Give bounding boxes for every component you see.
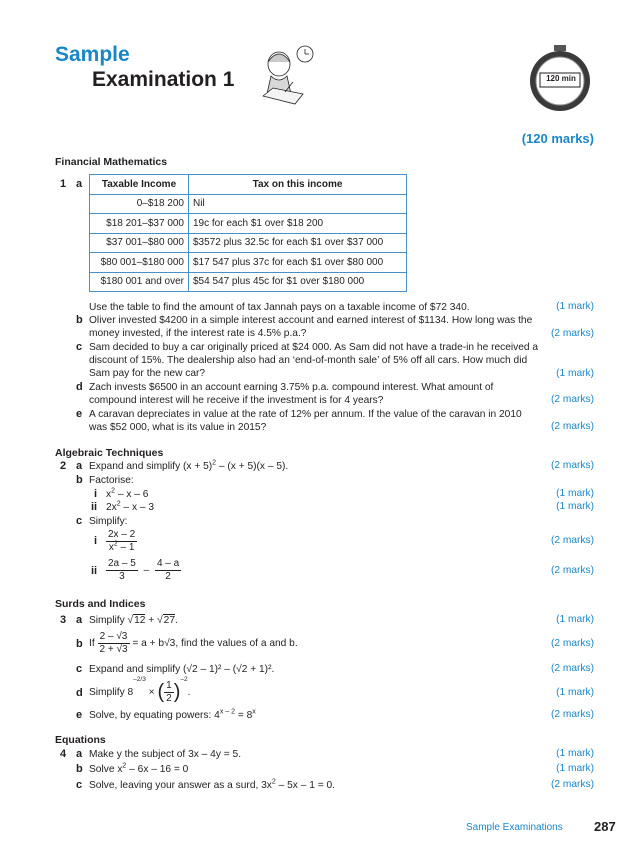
question-3d-end: . <box>187 686 191 698</box>
question-3e-text <box>89 709 256 722</box>
section-equations: Equations <box>55 734 106 746</box>
question-3a-mark: (1 mark) <box>556 614 594 625</box>
question-2bii-text <box>106 501 154 514</box>
question-2ci-mark: (2 marks) <box>550 535 594 546</box>
title-examination: Examination 1 <box>92 68 235 91</box>
question-3c-text: Expand and simplify (√2 – 1)² – (√2 + 1)². <box>89 664 275 675</box>
fraction-denominator-sup: 2 <box>113 540 118 548</box>
question-3d-text: Simplify $8^{-2/3}$ × ( $\frac{1}{2}$ )$^{-2}$. <box>89 676 191 704</box>
fraction <box>164 680 174 705</box>
question-3b-if: If <box>89 637 98 649</box>
section-algebraic-techniques: Algebraic Techniques <box>55 447 164 459</box>
table-header-income: Taxable Income <box>90 175 189 195</box>
surd-radicand: 12 <box>134 615 146 626</box>
question-2a-sup: 2 <box>212 459 217 467</box>
question-2bii-pre: 2x <box>106 502 117 513</box>
question-2ci-fraction <box>106 529 137 554</box>
question-2cii-expression <box>106 558 181 583</box>
part-letter-1c: c <box>76 341 83 353</box>
part-letter-2a: a <box>76 460 83 472</box>
question-number-2: 2 <box>60 460 67 472</box>
fraction-numerator: 2a – 5 <box>108 558 136 569</box>
question-2bi-mark: (1 mark) <box>556 488 594 499</box>
question-2a-mark: (2 marks) <box>550 460 594 471</box>
question-1c-mark: (1 mark) <box>556 368 594 379</box>
times-sign: × <box>145 686 158 698</box>
question-4b-post: – 6x – 16 = 0 <box>126 764 189 775</box>
minus-sign: – <box>143 565 150 576</box>
question-3a-text: Simplify √12 + √27. <box>89 615 178 626</box>
exponent: –2 <box>180 676 188 683</box>
fraction-denominator: 2 <box>166 693 172 704</box>
question-2bii-post: – x – 3 <box>120 502 155 513</box>
part-letter-3d: d <box>76 687 83 699</box>
part-letter-4c: c <box>76 779 83 791</box>
student-studying-illustration <box>255 44 319 110</box>
table-header-row <box>90 175 407 195</box>
question-3e-mid: = 8 <box>235 710 253 721</box>
fraction <box>106 558 138 583</box>
question-2bi-pre: x <box>106 489 112 500</box>
question-4a-mark: (1 mark) <box>556 748 594 759</box>
fraction-denominator-pre: x <box>108 542 114 553</box>
question-number-4: 4 <box>60 748 67 760</box>
part-letter-3a: a <box>76 614 83 626</box>
total-marks: (120 marks) <box>521 131 594 146</box>
question-1e-mark: (2 marks) <box>550 421 594 432</box>
plus-sign: + <box>145 615 158 626</box>
part-letter-1d: d <box>76 381 83 393</box>
table-cell-income: $18 201–$37 000 <box>90 214 189 234</box>
question-1a-text: Use the table to find the amount of tax Jannah pays on a taxable income of $72 340. <box>89 302 470 313</box>
table-cell-income: $37 001–$80 000 <box>90 233 189 253</box>
question-1c-text: Sam decided to buy a car originally priced at $24 000. As Sam did not have a trade-in he received a discount of 15%. The dealership also had an ‘end-of-month sale’ of 5% off all cars. How much did Sam pay for the new car? <box>89 342 539 380</box>
title-sample: Sample <box>55 43 130 66</box>
section-surds-and-indices: Surds and Indices <box>55 598 146 610</box>
surd-radicand: 27 <box>163 615 175 626</box>
fraction <box>155 558 181 583</box>
question-2a-text <box>89 460 288 473</box>
question-2a-text-pre: Expand and simplify (x + 5) <box>89 461 213 472</box>
table-cell-tax: 19c for each $1 over $18 200 <box>189 214 407 234</box>
fraction-denominator: 2 + √3 <box>99 644 128 655</box>
part-letter-3c: c <box>76 663 83 675</box>
part-letter-3e: e <box>76 709 83 721</box>
part-letter-1b: b <box>76 314 83 326</box>
question-2bi-post: – x – 6 <box>115 489 149 500</box>
question-1b-mark: (2 marks) <box>550 328 594 339</box>
table-cell-tax: $17 547 plus 37c for each $1 over $80 000 <box>189 253 407 273</box>
page-number: 287 <box>594 819 616 834</box>
part-letter-2c: c <box>76 515 83 527</box>
exponent: x – 2 <box>219 708 236 716</box>
table-header-tax: Tax on this income <box>189 175 407 195</box>
table-row <box>90 272 407 292</box>
fraction-numerator: 2x – 2 <box>108 529 136 540</box>
part-letter-3b: b <box>76 638 83 650</box>
table-cell-income: 0–$18 200 <box>90 194 189 214</box>
question-number-3: 3 <box>60 614 67 626</box>
exponent: x <box>252 708 256 716</box>
question-2bii-mark: (1 mark) <box>556 501 594 512</box>
question-4b-pre: Solve x <box>89 764 123 775</box>
fraction-denominator: 3 <box>119 571 125 582</box>
table-cell-income: $80 001–$180 000 <box>90 253 189 273</box>
question-3a-end: . <box>175 615 178 626</box>
question-4a-text: Make y the subject of 3x – 4y = 5. <box>89 749 242 760</box>
table-cell-tax: Nil <box>189 194 407 214</box>
question-1d-text: Zach invests $6500 in an account earning 3.75% p.a. compound interest. What amount of compound interest will he receive if the investment is for 4 years? <box>89 382 494 407</box>
fraction-denominator-post: – 1 <box>117 542 135 553</box>
question-3b-mark: (2 marks) <box>550 638 594 649</box>
question-4b-text <box>89 763 188 776</box>
table-row <box>90 214 407 234</box>
question-3d-pre: Simplify 8 <box>89 686 134 698</box>
section-financial-mathematics: Financial Mathematics <box>55 156 168 168</box>
question-number-1: 1 <box>60 178 67 190</box>
table-cell-tax: $54 547 plus 45c for $1 over $180 000 <box>189 272 407 292</box>
part-letter-1e: e <box>76 408 83 420</box>
table-row <box>90 253 407 273</box>
fraction <box>106 529 137 554</box>
question-3e-mark: (2 marks) <box>550 709 594 720</box>
part-letter-4b: b <box>76 763 83 775</box>
question-2a-text-post: – (x + 5)(x – 5). <box>216 461 289 472</box>
table-row <box>90 194 407 214</box>
question-2bii-sup: 2 <box>116 500 121 508</box>
part-label-2ci: i <box>94 535 98 547</box>
part-letter-1a: a <box>76 178 83 190</box>
question-3b-rest: = a + b√3, find the values of a and b. <box>129 637 298 649</box>
table-row <box>90 233 407 253</box>
question-2b-text: Factorise: <box>89 475 134 486</box>
exponent: 2 <box>122 762 127 770</box>
question-4c-post: – 5x – 1 = 0. <box>275 780 335 791</box>
question-2cii-mark: (2 marks) <box>550 565 594 576</box>
table-cell-tax: $3572 plus 32.5c for each $1 over $37 000 <box>189 233 407 253</box>
question-3e-pre: Solve, by equating powers: 4 <box>89 710 220 721</box>
question-3c-mark: (2 marks) <box>550 663 594 674</box>
question-4c-pre: Solve, leaving your answer as a surd, 3x <box>89 780 272 791</box>
question-2c-text: Simplify: <box>89 516 128 527</box>
part-letter-2b: b <box>76 474 83 486</box>
footer-section-label: Sample Examinations <box>466 822 563 833</box>
question-2bi-sup: 2 <box>111 487 115 495</box>
question-1a-mark: (1 mark) <box>556 301 594 312</box>
table-cell-income: $180 001 and over <box>90 272 189 292</box>
fraction-denominator <box>106 542 137 554</box>
question-4c-mark: (2 marks) <box>550 779 594 790</box>
fraction-denominator: 2 <box>165 571 171 582</box>
question-4c-text <box>89 779 335 792</box>
question-3b-text <box>89 631 298 656</box>
question-3a-pre: Simplify <box>89 615 128 626</box>
question-2bi-text <box>106 488 148 501</box>
fraction-numerator: 2 – √3 <box>98 631 130 644</box>
part-letter-4a: a <box>76 748 83 760</box>
fraction <box>98 631 130 656</box>
exponent: 2 <box>271 778 276 786</box>
part-label-2bii: ii <box>91 501 98 513</box>
part-label-2cii: ii <box>91 565 98 577</box>
question-3d-mark: (1 mark) <box>556 687 594 698</box>
question-1e-text: A caravan depreciates in value at the rate of 12% per annum. If the value of the caravan in 2010 was $52 000, what is its value in 2015? <box>89 409 522 434</box>
tax-table <box>89 174 407 292</box>
question-4b-mark: (1 mark) <box>556 763 594 774</box>
fraction-numerator: 1 <box>166 680 172 691</box>
exponent: –2/3 <box>133 676 146 683</box>
timer-label: 120 min <box>546 74 576 83</box>
part-label-2bi: i <box>94 488 98 500</box>
question-1b-text: Oliver invested $4200 in a simple interest account and earned interest of $1134. How long was the money invested, if the interest rate is 4.5% p.a.? <box>89 315 533 340</box>
question-1d-mark: (2 marks) <box>550 394 594 405</box>
fraction-numerator: 4 – a <box>156 558 180 569</box>
